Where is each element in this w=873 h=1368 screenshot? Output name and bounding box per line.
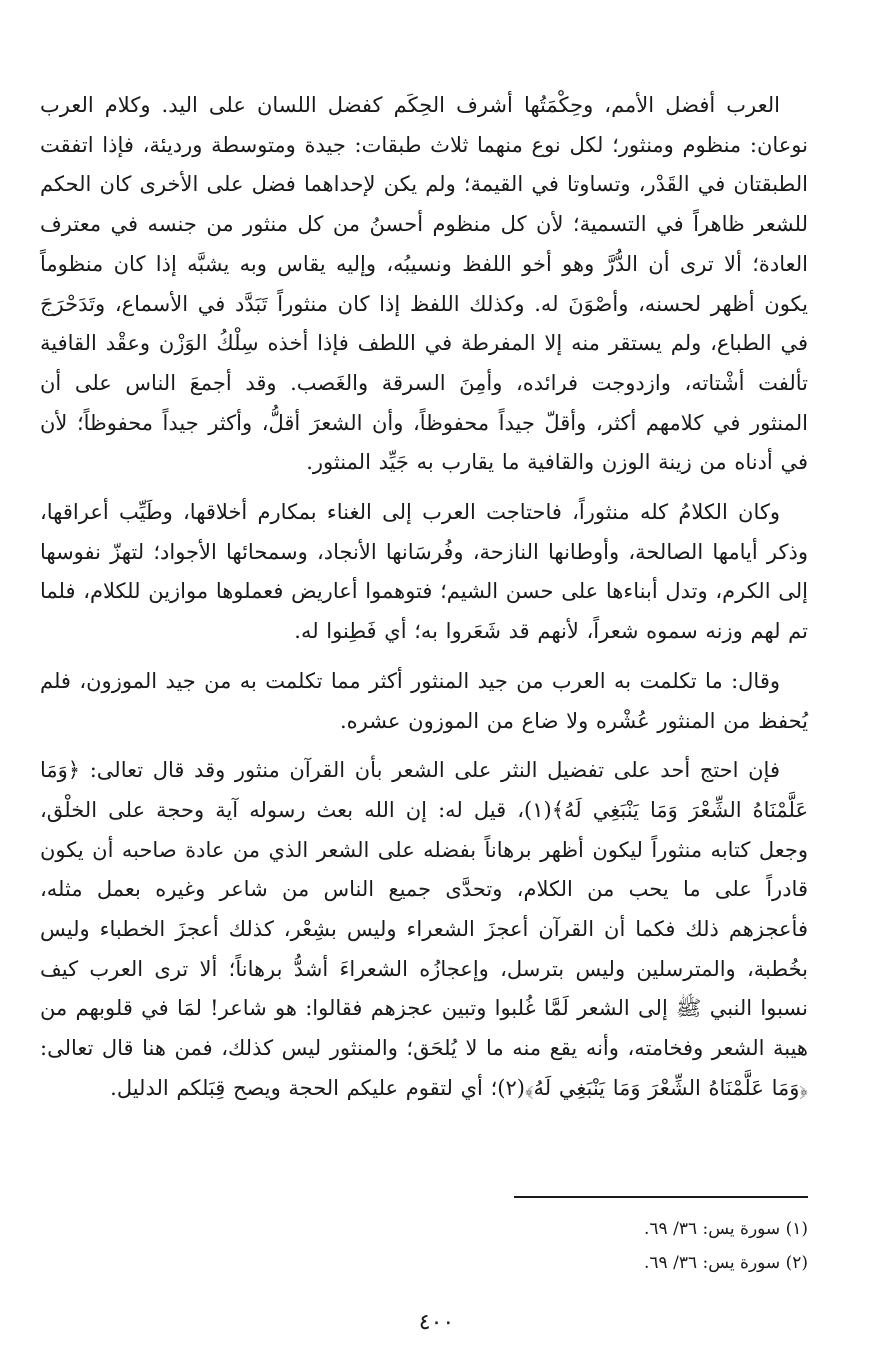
- footnote-divider: [514, 1196, 808, 1198]
- document-body: [40, 86, 808, 1119]
- paragraph: العرب أفضل الأمم، وحِكْمَتُها أشرف الحِكَم كفضل اللسان على اليد. وكلام العرب نوعان: منظوم ومنثور؛ لكل نوع منهما ثلاث طبقات: جيدة ومتوسطة ورديئة، فإذا اتفقت الطبقتان في القَدْر، وتساوتا في القيمة؛ ولم يكن لإحداهما فضل على الأخرى كان الحكم للشعر ظاهراً في التسمية؛ لأن كل منظوم أحسنُ من كل منثور من جنسه في معترف العادة؛ ألا ترى أن الدُّرَّ وهو أخو اللفظ ونسيبُه، وإليه يقاس وبه يشبَّه إذا كان منظوماً يكون أظهر لحسنه، وأصْوَنَ له. وكذلك اللفظ إذا كان منثوراً تَبَدَّد في الأسماع، وتَدَحْرَجَ في الطباع، ولم يستقر منه إلا المفرطة في اللطف فإذا أخذه سِلْكُ الوَزْن وعقْد القافية تألفت أشْتاته، وازدوجت فرائده، وأمِنَ السرقة والغَصب. وقد أجمعَ الناس على أن المنثور في كلامهم أكثر، وأقلّ جيداً محفوظاً، وأن الشعرَ أقلُّ، وأكثر جيداً محفوظاً؛ لأن في أدناه من زينة الوزن والقافية ما يقارب به جَيِّد المنثور.: [40, 93, 808, 475]
- paragraph: وقال: ما تكلمت به العرب من جيد المنثور أكثر مما تكلمت به من جيد الموزون، فلم يُحفظ من المنثور عُشْره ولا ضاع من الموزون عشره.: [40, 668, 808, 733]
- footnote: (١) سورة يس: ٣٦/ ٦٩.: [644, 1219, 808, 1239]
- footnotes: [488, 1212, 808, 1280]
- page-number: ٤٠٠: [418, 1310, 455, 1335]
- footnote: (٢) سورة يس: ٣٦/ ٦٩.: [644, 1253, 808, 1273]
- paragraph: فإن احتج أحد على تفضيل النثر على الشعر بأن القرآن منثور وقد قال تعالى: ﴿وَمَا عَلَّمْنَاهُ الشِّعْرَ وَمَا يَنْبَغِي لَهُ﴾(١)، قيل له: إن الله بعث رسوله آية وحجة على الخلْق، وجعل كتابه منثوراً ليكون أظهر برهاناً بفضله على الشعر الذي من عادة صاحبه أن يكون قادراً على ما يحب من الكلام، وتحدَّى جميع الناس من شاعر وغيره بعمل مثله، فأعجزهم ذلك فكما أن القرآن أعجزَ الشعراء وليس بشِعْر، كذلك أعجزَ الخطباء وليس بخُطبة، والمترسلين وليس بترسل، وإعجازُه الشعراءَ أشدُّ برهاناً؛ ألا ترى العرب كيف نسبوا النبي ﷺ إلى الشعر لَمَّا غُلبوا وتبين عجزهم فقالوا: هو شاعر! لمَا في قلوبهم من هيبة الشعر وفخامته، وأنه يقع منه ما لا يُلحَق؛ والمنثور ليس كذلك، فمن هنا قال تعالى: ﴿وَمَا عَلَّمْنَاهُ الشِّعْرَ وَمَا يَنْبَغِي لَهُ﴾(٢)؛ أي لتقوم عليكم الحجة ويصح قِبَلكم الدليل.: [40, 758, 809, 1100]
- paragraph: وكان الكلامُ كله منثوراً، فاحتاجت العرب إلى الغناء بمكارم أخلاقها، وطَيِّب أعراقها، وذكر أيامها الصالحة، وأوطانها النازحة، وفُرسَانها الأنجاد، وسمحائها الأجواد؛ لتهزّ نفوسها إلى الكرم، وتدل أبناءها على حسن الشيم؛ فتوهموا أعاريض فعملوها موازين للكلام، فلما تم لهم وزنه سموه شعراً، لأنهم قد شَعَروا به؛ أي فَطِنوا له.: [40, 500, 808, 644]
